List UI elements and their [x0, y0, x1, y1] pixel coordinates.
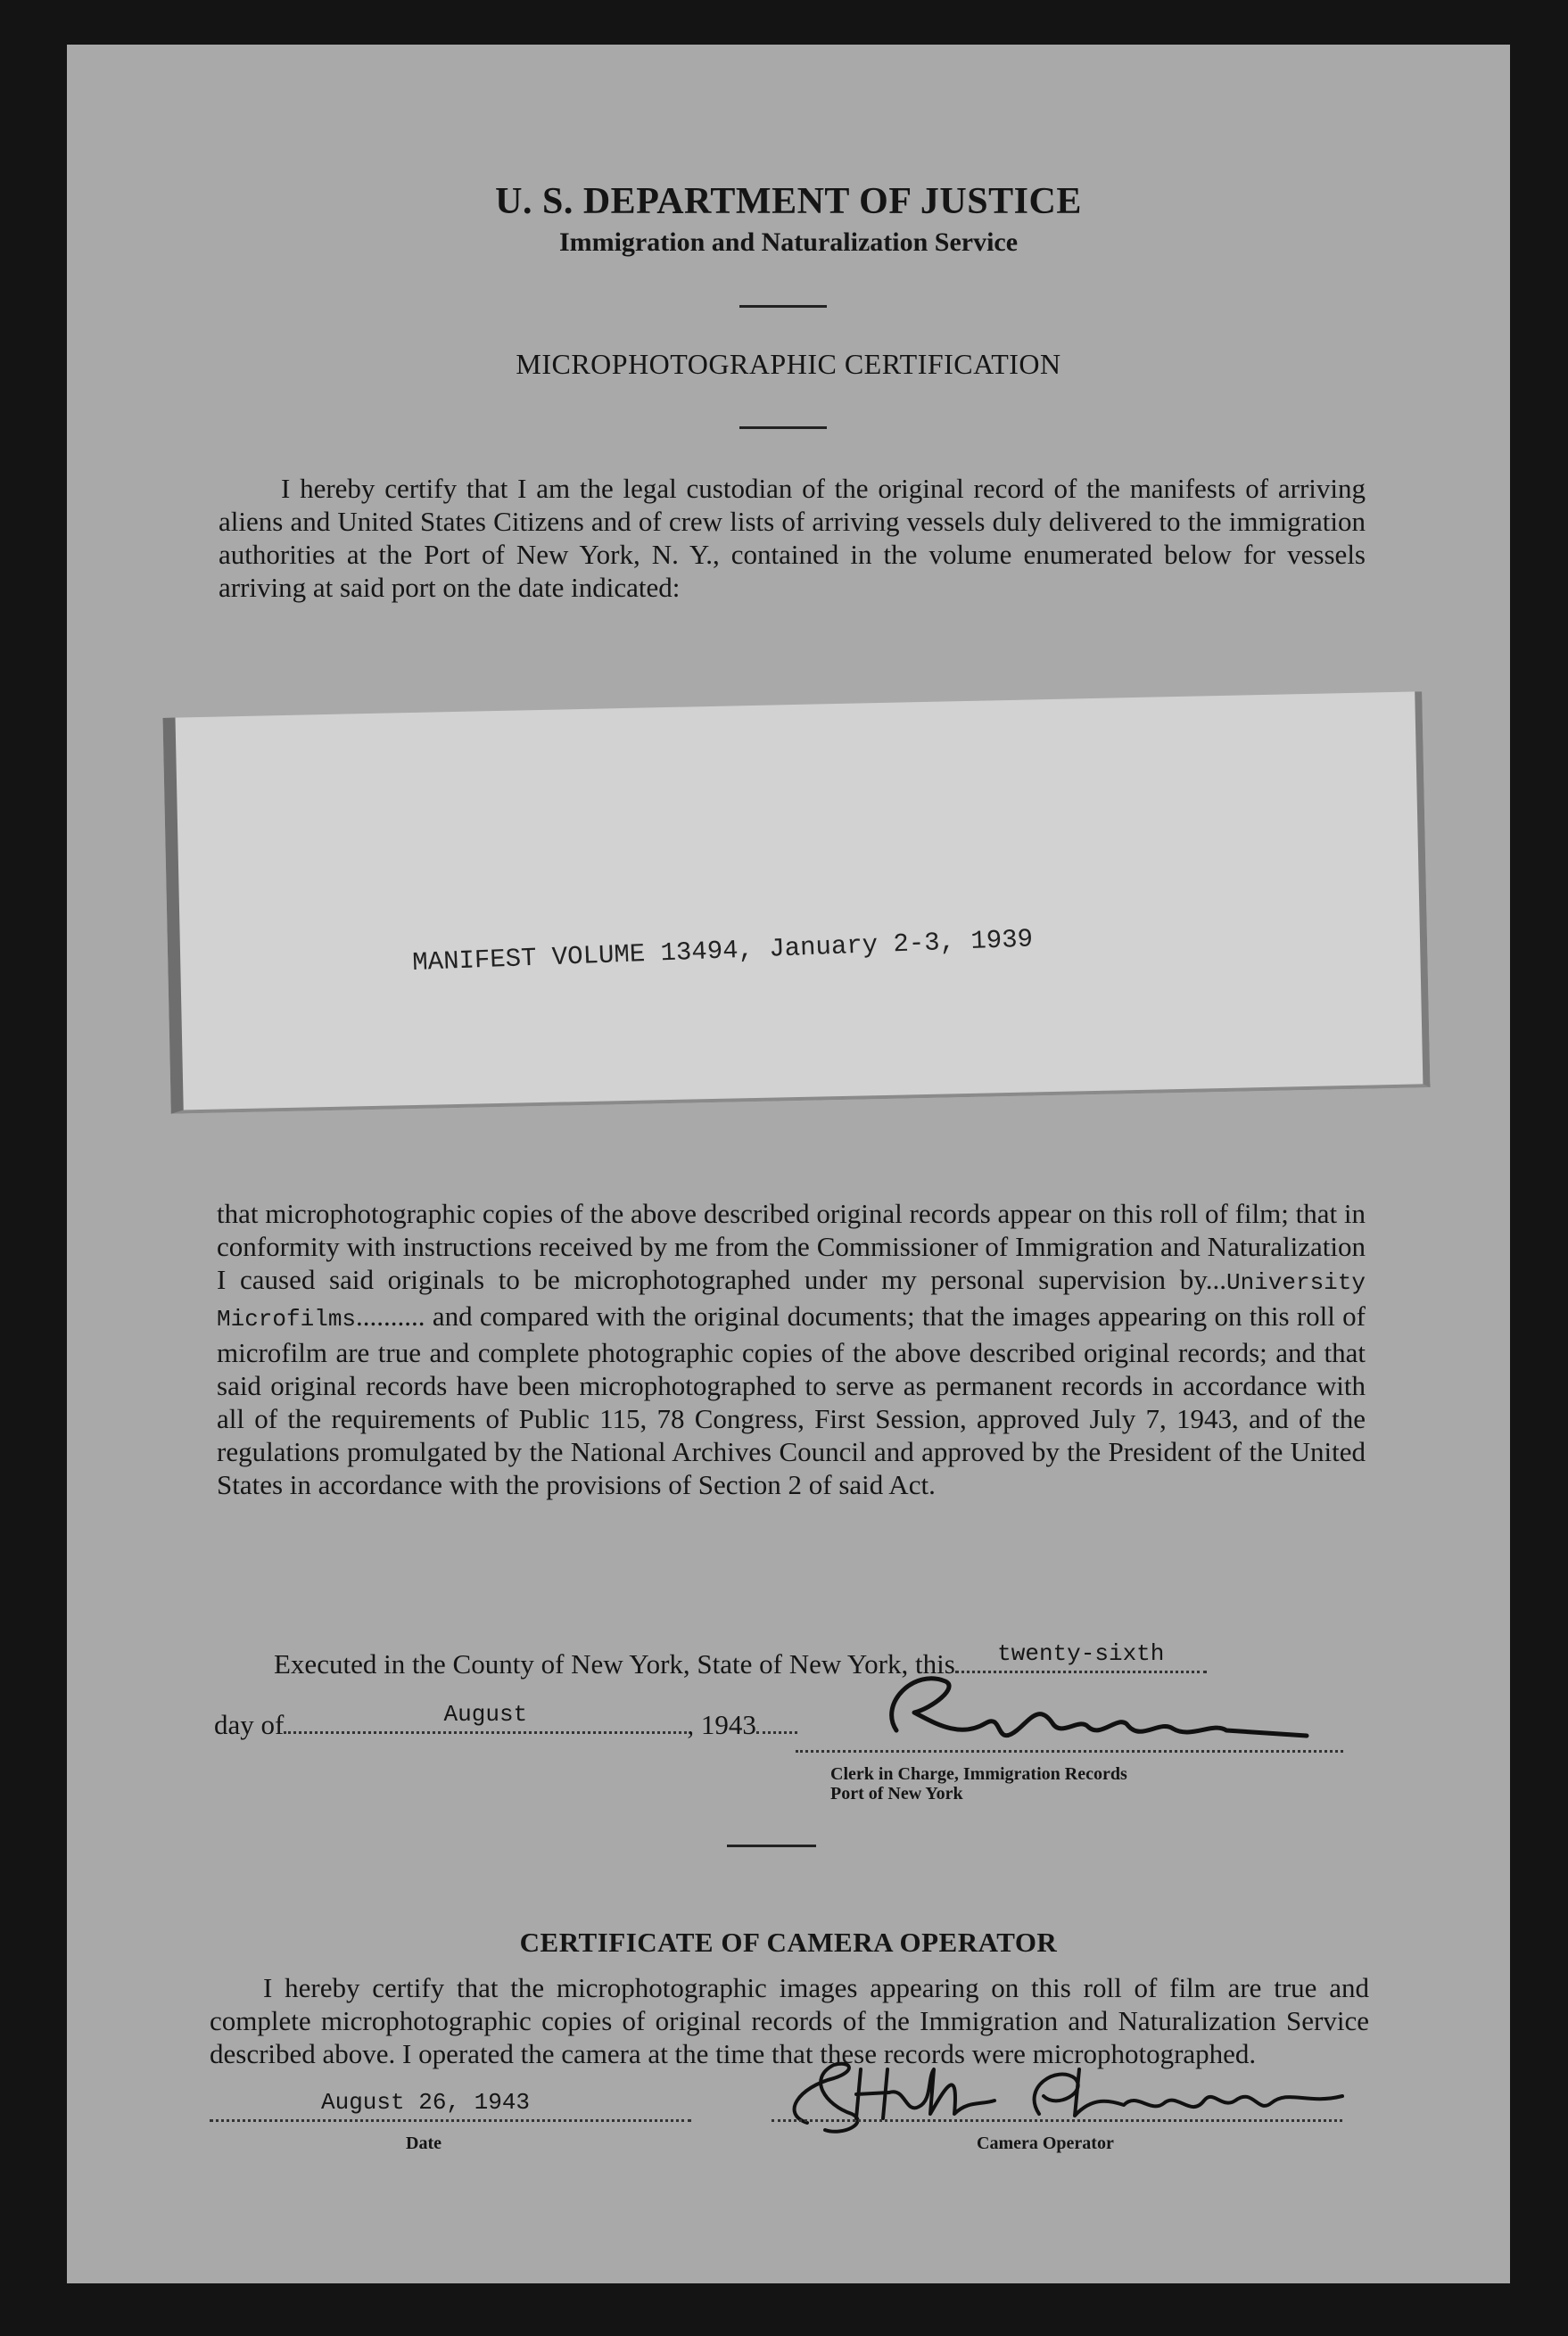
- paragraph-2-part-a: that microphotographic copies of the above described original records appear on this roll of film; that in conformity with instructions received by me from the Commissioner of Immigration and Naturalization I caused said originals to be microphotographed under my personal supervision by: [217, 1198, 1366, 1295]
- certification-paragraph-1: I hereby certify that I am the legal custodian of the original record of the manifests of arriving aliens and United States Citizens and of crew lists of arriving vessels duly delivered to the immigration authorities at the Port of New York, N. Y., contained in the volume enumerated below for vessels arriving at said port on the date indicated:: [219, 473, 1366, 603]
- clerk-signature: [861, 1668, 1325, 1766]
- operator-signature-line: [772, 2119, 1342, 2122]
- date-line: [210, 2119, 691, 2122]
- month-value: August: [443, 1701, 528, 1728]
- certification-paragraph-2: that microphotographic copies of the above described original records appear on this roll of film; that in conformity with instructions received by me from the Commissioner of Immigration and Naturalization I caused said originals to be microphotographed under my personal supervision by...University Microfilms.......... and compared with the original documents; that the images appearing on this roll of microfilm are true and complete photographic copies of the above described original records; and that said original records have been microphotographed to serve as permanent records in accordance with all of the requirements of Public 115, 78 Congress, First Session, approved July 7, 1943, and of the regulations promulgated by the National Archives Council and approved by the President of the United States in accordance with the provisions of Section 2 of said Act.: [217, 1198, 1366, 1500]
- camera-operator-heading: CERTIFICATE OF CAMERA OPERATOR: [519, 1927, 1058, 1958]
- date-value: August 26, 1943: [321, 2089, 531, 2116]
- manifest-volume-card: [163, 691, 1431, 1113]
- clerk-title: [830, 1764, 1127, 1804]
- divider: [727, 1845, 816, 1847]
- year-value: , 1943: [687, 1709, 756, 1740]
- executed-day: twenty-sixth: [997, 1640, 1165, 1667]
- page-title: U. S. DEPARTMENT OF JUSTICE: [495, 181, 1082, 222]
- executed-prefix: Executed in the County of New York, State of New York, this: [274, 1648, 955, 1680]
- certificate-sheet: [67, 45, 1510, 2283]
- microfilmer-name: University Microfilms: [217, 1269, 1366, 1333]
- divider: [739, 426, 827, 429]
- clerk-title-line-2: Port of New York: [830, 1784, 963, 1804]
- day-of-label: day of: [214, 1709, 285, 1740]
- day-of-line: [214, 1701, 797, 1741]
- divider: [739, 305, 827, 308]
- clerk-title-line-1: Clerk in Charge, Immigration Records: [830, 1764, 1127, 1784]
- paragraph-2-part-b: and compared with the original documents; that the images appearing on this roll of microfilm are true and complete photographic copies of the above described original records; and that said original records have been microphotographed to serve as permanent records in accordance with all of the requirements of Public 115, 78 Congress, First Session, approved July 7, 1943, and of the regulations promulgated by the National Archives Council and approved by the President of the United States in accordance with the provisions of Section 2 of said Act.: [217, 1300, 1366, 1500]
- camera-operator-paragraph: I hereby certify that the microphotographic images appearing on this roll of film are true and complete microphotographic copies of original records of the Immigration and Naturalization Service described above. I operated the camera at the time that these records were microphotographed.: [210, 1972, 1369, 2069]
- page-subtitle: Immigration and Naturalization Service: [558, 227, 1019, 257]
- section-heading: MICROPHOTOGRAPHIC CERTIFICATION: [516, 348, 1061, 380]
- date-label: Date: [406, 2134, 442, 2153]
- manifest-volume-text: MANIFEST VOLUME 13494, January 2-3, 1939: [411, 924, 1034, 978]
- camera-operator-signature: [772, 2051, 1360, 2141]
- camera-operator-label: Camera Operator: [977, 2134, 1114, 2153]
